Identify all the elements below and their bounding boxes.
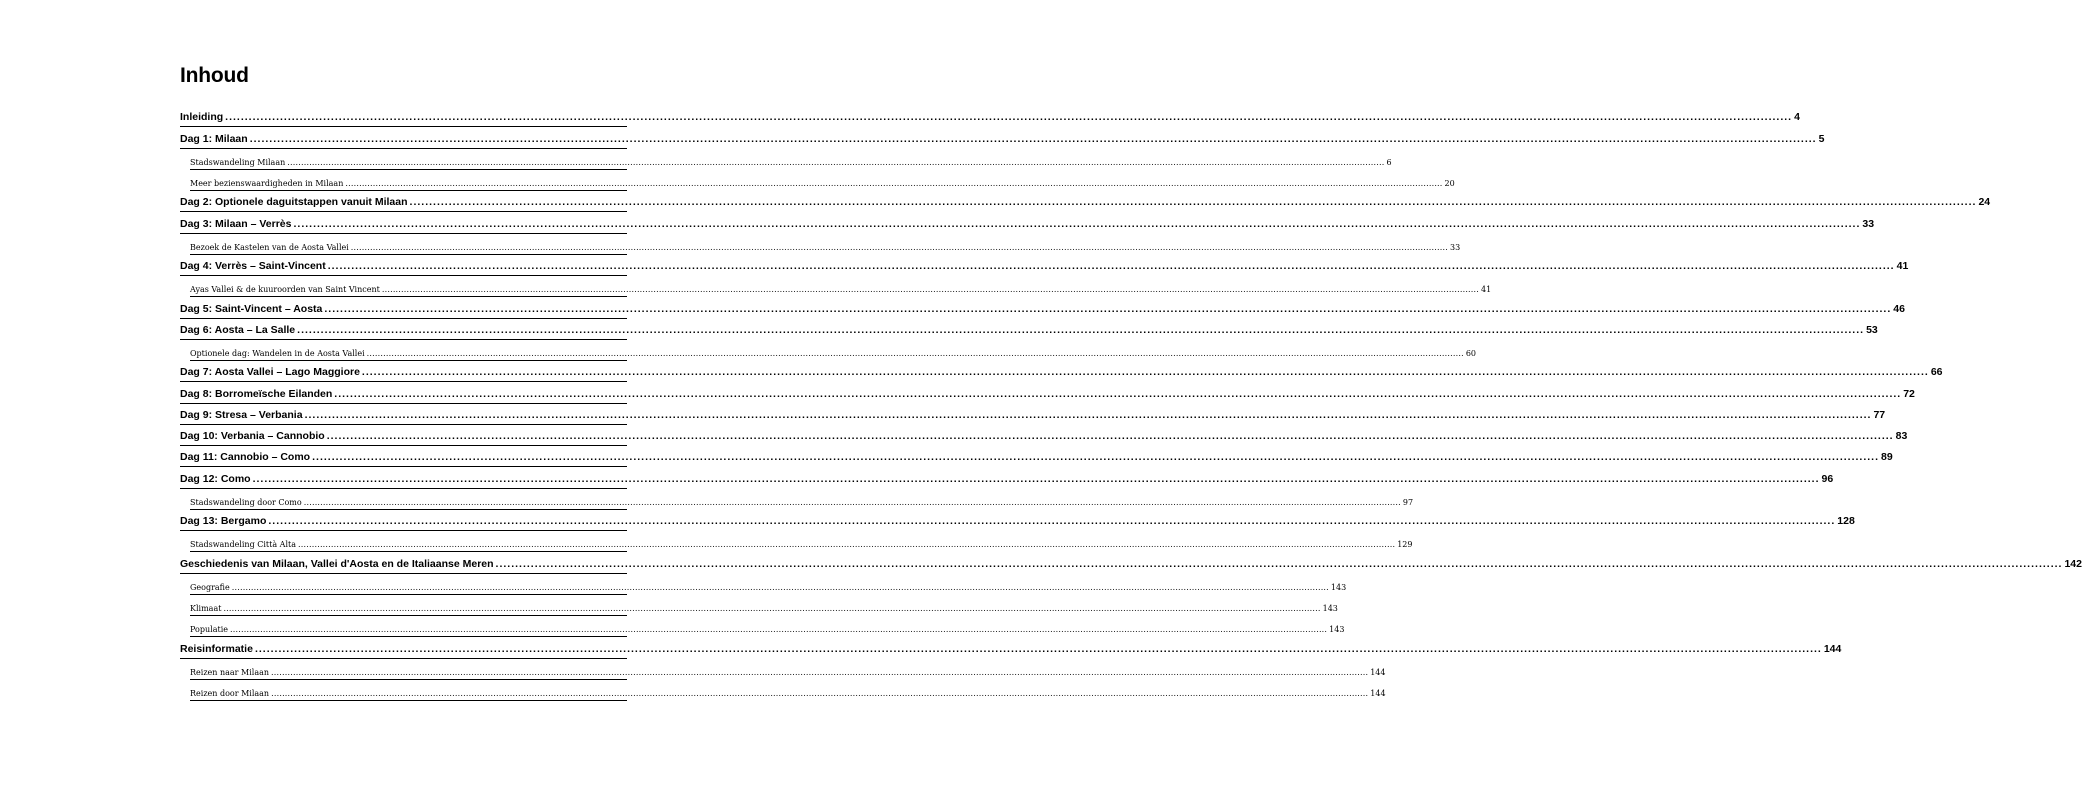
toc-chapter-entry[interactable] [180, 319, 1878, 340]
toc-page-number: 46 [1893, 302, 1905, 315]
toc-page-number: 20 [1444, 179, 1455, 188]
toc-page-number: 128 [1837, 515, 1855, 527]
toc-page-number: 97 [1402, 497, 1414, 507]
toc-page-number: 6 [1386, 157, 1392, 167]
toc-section-entry[interactable] [180, 595, 1338, 616]
toc-chapter-entry[interactable] [180, 255, 1909, 276]
toc-entry-label: Dag 11: Cannobio – Como [180, 451, 311, 464]
toc-entry-label: Dag 13: Bergamo [180, 515, 267, 527]
toc-section-entry[interactable] [180, 659, 1386, 680]
toc-entry-label: Populatie [190, 625, 228, 635]
toc-page-number: 66 [1930, 366, 1943, 379]
toc-entry-label: Dag 12: Como [180, 472, 251, 485]
toc-page-number: 144 [1370, 689, 1386, 698]
toc-page-number: 77 [1873, 408, 1886, 421]
toc-page-number: 33 [1862, 217, 1875, 230]
toc-chapter-entry[interactable] [180, 552, 2082, 573]
toc-chapter-entry[interactable] [180, 425, 1908, 446]
toc-entry-label: Geografie [190, 582, 230, 592]
toc-chapter-entry[interactable] [180, 637, 1842, 658]
toc-page-number: 4 [1794, 111, 1800, 124]
toc-chapter-entry[interactable] [180, 404, 1886, 425]
toc-page-number: 60 [1465, 349, 1477, 358]
toc-chapter-entry[interactable] [180, 297, 1905, 318]
dot-leader: ................................................................................................................................................................................................................................................................................................................................................................................................................ [409, 196, 1977, 209]
toc-page-number: 5 [1818, 132, 1825, 145]
toc-page-number: 24 [1978, 196, 1991, 209]
dot-leader: ................................................................................................................................................................................................................................................................................................................................................................................................................ [254, 642, 1822, 655]
dot-leader: ................................................................................................................................................................................................................................................................................................................................................................................................................ [381, 285, 1480, 295]
dot-leader: ................................................................................................................................................................................................................................................................................................................................................................................................................ [271, 689, 1369, 698]
toc-page-number: 143 [1322, 604, 1338, 613]
toc-page-number: 143 [1329, 625, 1345, 635]
dot-leader: ................................................................................................................................................................................................................................................................................................................................................................................................................ [225, 111, 1793, 124]
toc-page-number: 129 [1397, 540, 1413, 550]
toc-entry-label: Dag 9: Stresa – Verbania [180, 408, 303, 421]
dot-leader: ................................................................................................................................................................................................................................................................................................................................................................................................................ [350, 242, 1448, 252]
toc-chapter-entry[interactable] [180, 467, 1834, 488]
toc-chapter-entry[interactable] [180, 446, 1893, 467]
toc-page-number: 41 [1896, 260, 1909, 272]
toc-section-entry[interactable] [180, 170, 1455, 191]
toc-entry-label: Dag 2: Optionele daguitstappen vanuit Milaan [180, 196, 408, 209]
dot-leader: ................................................................................................................................................................................................................................................................................................................................................................................................................ [327, 260, 1895, 272]
table-of-contents [180, 106, 2082, 701]
dot-leader: ................................................................................................................................................................................................................................................................................................................................................................................................................ [293, 217, 1861, 230]
toc-page-number: 53 [1866, 323, 1878, 336]
toc-entry-label: Stadswandeling Città Alta [190, 540, 296, 550]
toc-entry-label: Bezoek de Kastelen van de Aosta Vallei [190, 242, 349, 252]
toc-page-number: 143 [1330, 582, 1347, 592]
toc-section-entry[interactable] [180, 234, 1461, 255]
toc-entry-label: Dag 10: Verbania – Cannobio [180, 430, 325, 442]
dot-leader: ................................................................................................................................................................................................................................................................................................................................................................................................................ [312, 451, 1880, 464]
toc-section-entry[interactable] [180, 680, 1386, 701]
toc-page-number: 41 [1481, 285, 1492, 295]
toc-entry-label: Meer bezienswaardigheden in Milaan [190, 179, 344, 188]
dot-leader: ................................................................................................................................................................................................................................................................................................................................................................................................................ [326, 430, 1894, 442]
dot-leader: ................................................................................................................................................................................................................................................................................................................................................................................................................ [345, 179, 1443, 188]
dot-leader: ................................................................................................................................................................................................................................................................................................................................................................................................................ [361, 366, 1929, 379]
toc-entry-label: Dag 5: Saint-Vincent – Aosta [180, 302, 323, 315]
toc-page [180, 60, 2082, 701]
toc-chapter-entry[interactable] [180, 382, 1915, 403]
toc-page-number: 33 [1449, 242, 1461, 252]
toc-entry-label: Reizen door Milaan [190, 689, 270, 698]
toc-entry-label: Stadswandeling door Como [190, 497, 302, 507]
toc-page-number: 144 [1823, 642, 1842, 655]
dot-leader: ................................................................................................................................................................................................................................................................................................................................................................................................................ [334, 387, 1902, 400]
toc-page-number: 83 [1895, 430, 1908, 442]
toc-chapter-entry[interactable] [180, 127, 1825, 148]
toc-entry-label: Dag 6: Aosta – La Salle [180, 323, 296, 336]
dot-leader: ................................................................................................................................................................................................................................................................................................................................................................................................................ [268, 515, 1836, 527]
toc-section-entry[interactable] [180, 531, 1413, 552]
toc-entry-label: Reizen naar Milaan [190, 667, 270, 677]
toc-page-number: 89 [1881, 451, 1893, 464]
toc-page-number: 142 [2064, 557, 2082, 570]
toc-entry-label: Ayas Vallei & de kuuroorden van Saint Vincent [190, 285, 380, 295]
toc-entry-label: Geschiedenis van Milaan, Vallei d'Aosta en de Italiaanse Meren [180, 557, 494, 570]
toc-entry-label: Optionele dag: Wandelen in de Aosta Vallei [190, 349, 365, 358]
toc-entry-label: Dag 8: Borromeïsche Eilanden [180, 387, 333, 400]
dot-leader: ................................................................................................................................................................................................................................................................................................................................................................................................................ [298, 540, 1396, 550]
dot-leader: ................................................................................................................................................................................................................................................................................................................................................................................................................ [303, 497, 1401, 507]
toc-entry-label: Dag 7: Aosta Vallei – Lago Maggiore [180, 366, 360, 379]
page-title: Inhoud [180, 64, 249, 87]
toc-entry-label: Dag 4: Verrès – Saint-Vincent [180, 260, 326, 272]
dot-leader: ................................................................................................................................................................................................................................................................................................................................................................................................................ [366, 349, 1464, 358]
toc-chapter-entry[interactable] [180, 212, 1875, 233]
toc-page-number: 144 [1370, 667, 1386, 677]
toc-entry-label: Dag 3: Milaan – Verrès [180, 217, 292, 230]
toc-chapter-entry[interactable] [180, 510, 1855, 531]
toc-section-entry[interactable] [180, 340, 1477, 361]
toc-section-entry[interactable] [180, 276, 1492, 297]
dot-leader: ................................................................................................................................................................................................................................................................................................................................................................................................................ [252, 472, 1820, 485]
dot-leader: ................................................................................................................................................................................................................................................................................................................................................................................................................ [287, 157, 1385, 167]
toc-entry-label: Stadswandeling Milaan [190, 157, 286, 167]
toc-entry-label: Dag 1: Milaan [180, 132, 248, 145]
toc-entry-label: Reisinformatie [180, 642, 253, 655]
toc-chapter-entry[interactable] [180, 361, 1943, 382]
dot-leader: ................................................................................................................................................................................................................................................................................................................................................................................................................ [495, 557, 2063, 570]
dot-leader: ................................................................................................................................................................................................................................................................................................................................................................................................................ [297, 323, 1865, 336]
toc-section-entry[interactable] [180, 489, 1414, 510]
toc-entry-label: Klimaat [190, 604, 222, 613]
dot-leader: ................................................................................................................................................................................................................................................................................................................................................................................................................ [324, 302, 1892, 315]
dot-leader: ................................................................................................................................................................................................................................................................................................................................................................................................................ [229, 625, 1328, 635]
dot-leader: ................................................................................................................................................................................................................................................................................................................................................................................................................ [271, 667, 1369, 677]
toc-page-number: 96 [1821, 472, 1834, 485]
toc-section-entry[interactable] [180, 616, 1345, 637]
toc-chapter-entry[interactable] [180, 191, 1991, 212]
dot-leader: ................................................................................................................................................................................................................................................................................................................................................................................................................ [249, 132, 1817, 145]
dot-leader: ................................................................................................................................................................................................................................................................................................................................................................................................................ [304, 408, 1872, 421]
dot-leader: ................................................................................................................................................................................................................................................................................................................................................................................................................ [231, 582, 1329, 592]
toc-chapter-entry[interactable] [180, 106, 1800, 127]
dot-leader: ................................................................................................................................................................................................................................................................................................................................................................................................................ [223, 604, 1321, 613]
toc-section-entry[interactable] [180, 149, 1392, 170]
toc-entry-label: Inleiding [180, 111, 224, 124]
toc-page-number: 72 [1903, 387, 1915, 400]
toc-section-entry[interactable] [180, 574, 1347, 595]
